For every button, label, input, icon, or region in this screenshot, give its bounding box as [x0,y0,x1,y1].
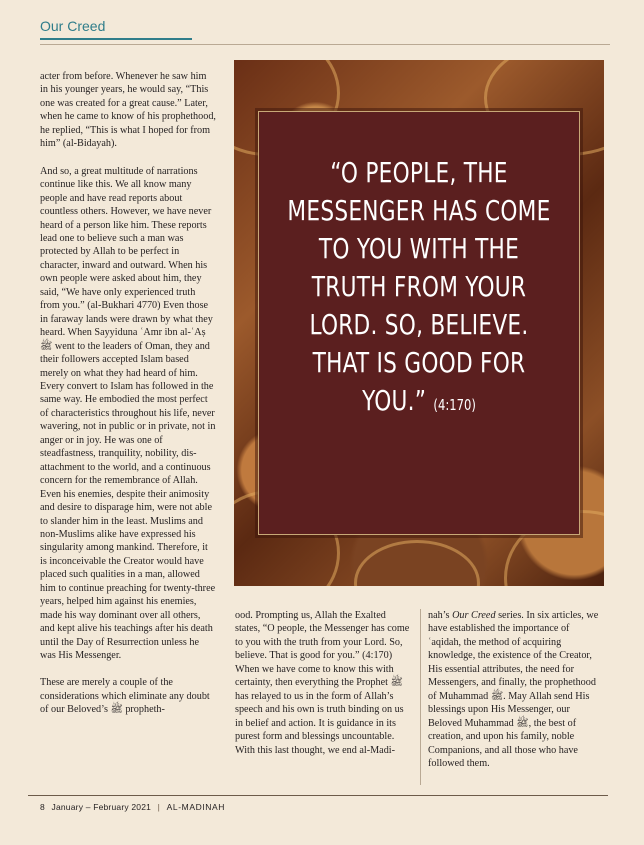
feature-image [234,60,604,586]
article-paragraph: These are merely a couple of the considerations which eliminate any doubt of our Beloved’s ﷺ propheth- [40,677,210,716]
pull-quote-text: “O PEOPLE, THE MESSENGER HAS COME TO YOU WITH THE TRUTH FROM YOUR LORD. SO, BELIEVE. THAT IS GOOD FOR YOU.” [287,156,551,417]
article-paragraph: ood. Prompting us, Allah the Exalted states, “O people, the Messenger has come to you with the truth from your Lord. So, believe. That is good for you.” (4:170) When we have come to know this with certainty, then everything the Prophet ﷺ has relayed to us in the form of Allah’s speech and his own is truth binding on us in belief and action. It is guidance in its purest form and blessings uncountable. With this last thought, we end al-Madi- [235,610,410,756]
article-paragraph [428,609,604,770]
pull-quote-reference: (4:170) [433,396,476,414]
section-title-underline [40,38,192,40]
article-text: series. In six articles, we have established the importance of ʿaqidah, the method of acquiring knowledge, the existence of the Creator, His essential attributes, the need for Messengers, and finally, the prophethood of Muhammad ﷺ. May Allah send His blessings upon His Messenger, our Beloved Muhammad ﷺ, the best of creation, and upon his family, noble Companions, and all those who have followed them. [428,610,599,769]
article-paragraph: And so, a great multitude of narrations continue like this. We all know many people and have read reports about countless others. However, we have never heard of a person like him. These reports lead one to believe such a man was protected by Allah to be perfect in character, inward and outward. When his own people were asked about him, they said, “We have only experienced truth from you.” (al-Bukhari 4770) Even those in faraway lands were drawn by what they heard. When Sayyiduna ʿAmr ibn al-ʿAṣ ﷺ went to the leaders of Oman, they and their followers accepted Islam based merely on what they had heard of him. Every convert to Islam has followed in the same way. He embodied the most perfect of characteristics throughout his life, never wavering, not in public or in private, not in anger or in joy. He was one of steadfastness, tranquility, nobility, dis-attachment to the world, and a continuous concern for the remembrance of Allah. Even his enemies, despite their animosity and desire to disparage him, were not able to slander him in the least. Muslims and non-Muslims alike have expressed his singularity among mankind. Therefore, it is inconceivable the Creator would have placed such qualities in a man, allowed him to continue preaching for twenty-three years, helped him against his enemies, made his way dominant over all others, and kept alive his teachings after his death until the Day of Resurrection unless he was His Messenger. [40,165,216,662]
header-rule [40,44,610,45]
section-title: Our Creed [40,18,106,34]
article-column-2 [235,609,410,771]
article-text: nah’s [428,610,453,621]
article-column-1 [40,70,216,731]
quote-panel [258,111,580,535]
article-column-3 [428,609,604,784]
page-number: 8 [40,802,45,812]
column-divider [420,609,421,785]
pull-quote [281,154,556,424]
page-footer [40,802,229,812]
footer-separator: | [157,802,161,812]
publication-name: AL-MADINAH [166,802,226,812]
series-title: Our Creed [452,610,496,621]
article-paragraph: acter from before. Whenever he saw him in his younger years, he would say, “This one was created for a great cause.” Later, when he came to know of his prophethood, he replied, “This is what I hoped for from him” (al-Bidayah). [40,71,216,150]
ornament-swirl [354,540,480,586]
issue-date: January – February 2021 [51,802,152,812]
footer-rule [28,795,608,796]
